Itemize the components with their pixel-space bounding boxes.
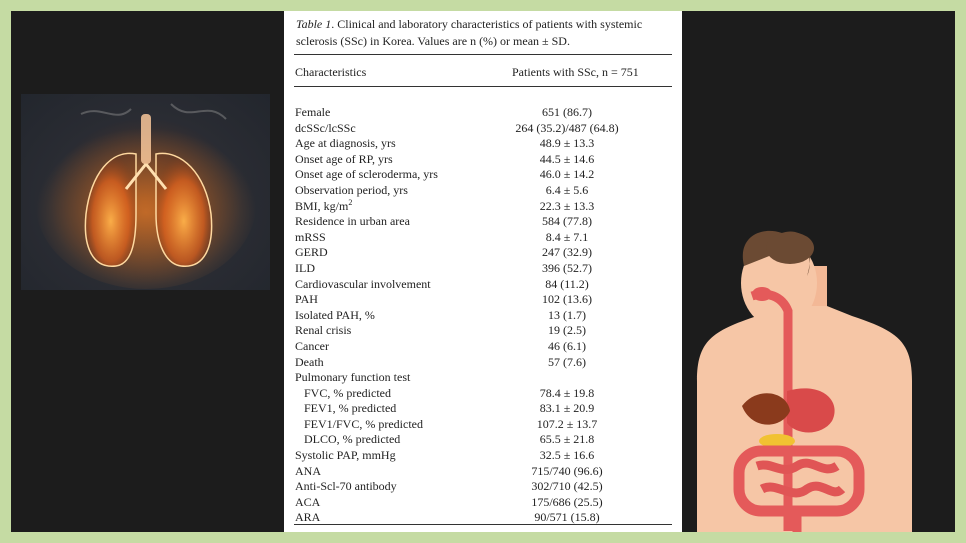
row-value: 32.5 ± 16.6 xyxy=(539,448,595,463)
table-row xyxy=(284,152,682,168)
row-value: 8.4 ± 7.1 xyxy=(545,229,589,244)
row-label xyxy=(295,183,408,199)
row-value: 247 (32.9) xyxy=(542,245,592,260)
digestive-system-illustration xyxy=(682,11,955,532)
table-row xyxy=(284,464,682,480)
table-row xyxy=(284,323,682,339)
row-label-text: Onset age of RP, yrs xyxy=(295,151,393,166)
row-value: 302/710 (42.5) xyxy=(531,479,603,494)
table-row xyxy=(284,448,682,464)
row-value: 102 (13.6) xyxy=(542,292,592,307)
row-label xyxy=(295,479,397,495)
table-row xyxy=(284,417,682,433)
table-caption xyxy=(296,16,676,50)
row-value: 264 (35.2)/487 (64.8) xyxy=(515,120,619,135)
row-label xyxy=(295,261,315,277)
row-value: 44.5 ± 14.6 xyxy=(539,151,595,166)
row-label xyxy=(295,230,326,246)
row-value: 48.9 ± 13.3 xyxy=(539,136,595,151)
row-label-text: Renal crisis xyxy=(295,323,352,338)
row-label xyxy=(295,136,396,152)
row-label-text: FEV1, % predicted xyxy=(304,401,397,416)
lungs-icon xyxy=(21,94,270,290)
row-label xyxy=(304,417,423,433)
table-row xyxy=(284,105,682,121)
row-label-text: FEV1/FVC, % predicted xyxy=(304,416,423,431)
row-label xyxy=(295,277,431,293)
row-value: 6.4 ± 5.6 xyxy=(545,182,589,197)
table-row xyxy=(284,479,682,495)
row-value: 46.0 ± 14.2 xyxy=(539,167,595,182)
row-value: 22.3 ± 13.3 xyxy=(539,198,595,213)
row-label xyxy=(295,355,324,371)
table-row xyxy=(284,245,682,261)
table-row xyxy=(284,308,682,324)
top-rule xyxy=(294,54,672,55)
row-value: 396 (52.7) xyxy=(542,260,592,275)
row-label-text: DLCO, % predicted xyxy=(304,432,401,447)
table-row xyxy=(284,355,682,371)
row-value: 175/686 (25.5) xyxy=(531,494,603,509)
row-label-text: mRSS xyxy=(295,229,326,244)
table-document xyxy=(284,11,682,532)
row-label-text: Residence in urban area xyxy=(295,214,410,229)
row-value: 13 (1.7) xyxy=(548,307,586,322)
column-header-characteristics: Characteristics xyxy=(295,65,367,79)
table-row xyxy=(284,230,682,246)
row-label xyxy=(304,432,400,448)
row-label-text: ARA xyxy=(295,510,321,525)
row-label-text: Death xyxy=(295,354,324,369)
table-row xyxy=(284,386,682,402)
table-body xyxy=(284,105,682,526)
row-label xyxy=(295,323,351,339)
row-label xyxy=(295,214,410,230)
table-row xyxy=(284,292,682,308)
table-row xyxy=(284,167,682,183)
table-row xyxy=(284,199,682,215)
row-label-text: GERD xyxy=(295,245,328,260)
row-label xyxy=(295,370,410,386)
row-value: 90/571 (15.8) xyxy=(534,510,600,525)
row-value: 83.1 ± 20.9 xyxy=(539,401,595,416)
column-header-patients: Patients with SSc, n = 751 xyxy=(512,65,639,79)
table-row xyxy=(284,277,682,293)
table-row xyxy=(284,121,682,137)
table-row xyxy=(284,432,682,448)
row-label xyxy=(304,386,391,402)
table-label: Table 1 xyxy=(296,17,332,31)
row-label xyxy=(295,199,352,215)
row-label xyxy=(295,464,321,480)
row-value: 65.5 ± 21.8 xyxy=(539,432,595,447)
row-label xyxy=(295,339,329,355)
row-label xyxy=(295,105,330,121)
row-value: 584 (77.8) xyxy=(542,214,592,229)
row-value: 715/740 (96.6) xyxy=(531,463,603,478)
row-label-text: Systolic PAP, mmHg xyxy=(295,448,396,463)
row-label-text: FVC, % predicted xyxy=(304,385,391,400)
row-label-text: Cardiovascular involvement xyxy=(295,276,431,291)
table-row xyxy=(284,136,682,152)
row-value: 46 (6.1) xyxy=(548,338,586,353)
table-row xyxy=(284,261,682,277)
row-label-text: Isolated PAH, % xyxy=(295,307,375,322)
row-label xyxy=(295,308,375,324)
row-label-text: Cancer xyxy=(295,338,329,353)
row-label-superscript: 2 xyxy=(348,197,353,207)
row-label-text: dcSSc/lcSSc xyxy=(295,120,356,135)
lungs-illustration xyxy=(21,94,270,290)
row-label-text: Female xyxy=(295,105,331,119)
bottom-rule xyxy=(294,524,672,525)
row-label xyxy=(295,495,320,511)
human-digestive-icon xyxy=(682,11,955,532)
row-label-text: ANA xyxy=(295,463,321,478)
row-label-text: ACA xyxy=(295,494,321,509)
row-value: 57 (7.6) xyxy=(548,354,586,369)
row-label-text: Age at diagnosis, yrs xyxy=(295,136,396,151)
row-label xyxy=(295,292,318,308)
row-label xyxy=(295,448,396,464)
row-value: 78.4 ± 19.8 xyxy=(539,385,595,400)
table-caption-text: . Clinical and laboratory characteristics of patients with systemic sclerosis (SSc) in Korea. Values are n (%) or mean ± SD. xyxy=(296,17,643,48)
table-row xyxy=(284,401,682,417)
table-row xyxy=(284,339,682,355)
row-label-text: Pulmonary function test xyxy=(295,370,411,385)
row-label-text: Anti-Scl-70 antibody xyxy=(295,479,397,494)
table-row xyxy=(284,214,682,230)
row-value: 19 (2.5) xyxy=(548,323,586,338)
row-label xyxy=(295,152,393,168)
row-value: 107.2 ± 13.7 xyxy=(536,416,598,431)
row-label xyxy=(304,401,396,417)
row-label xyxy=(295,245,328,261)
row-label-text: PAH xyxy=(295,292,318,307)
header-rule xyxy=(294,86,672,87)
row-label xyxy=(295,167,438,183)
row-label-text: BMI, kg/m xyxy=(295,198,349,213)
table-row xyxy=(284,183,682,199)
row-value: 651 (86.7) xyxy=(542,105,592,119)
row-label-text: Observation period, yrs xyxy=(295,182,408,197)
row-label xyxy=(295,121,356,137)
row-label-text: Onset age of scleroderma, yrs xyxy=(295,167,438,182)
table-row xyxy=(284,370,682,386)
table-row xyxy=(284,495,682,511)
row-value: 84 (11.2) xyxy=(545,276,589,291)
row-label-text: ILD xyxy=(295,260,315,275)
